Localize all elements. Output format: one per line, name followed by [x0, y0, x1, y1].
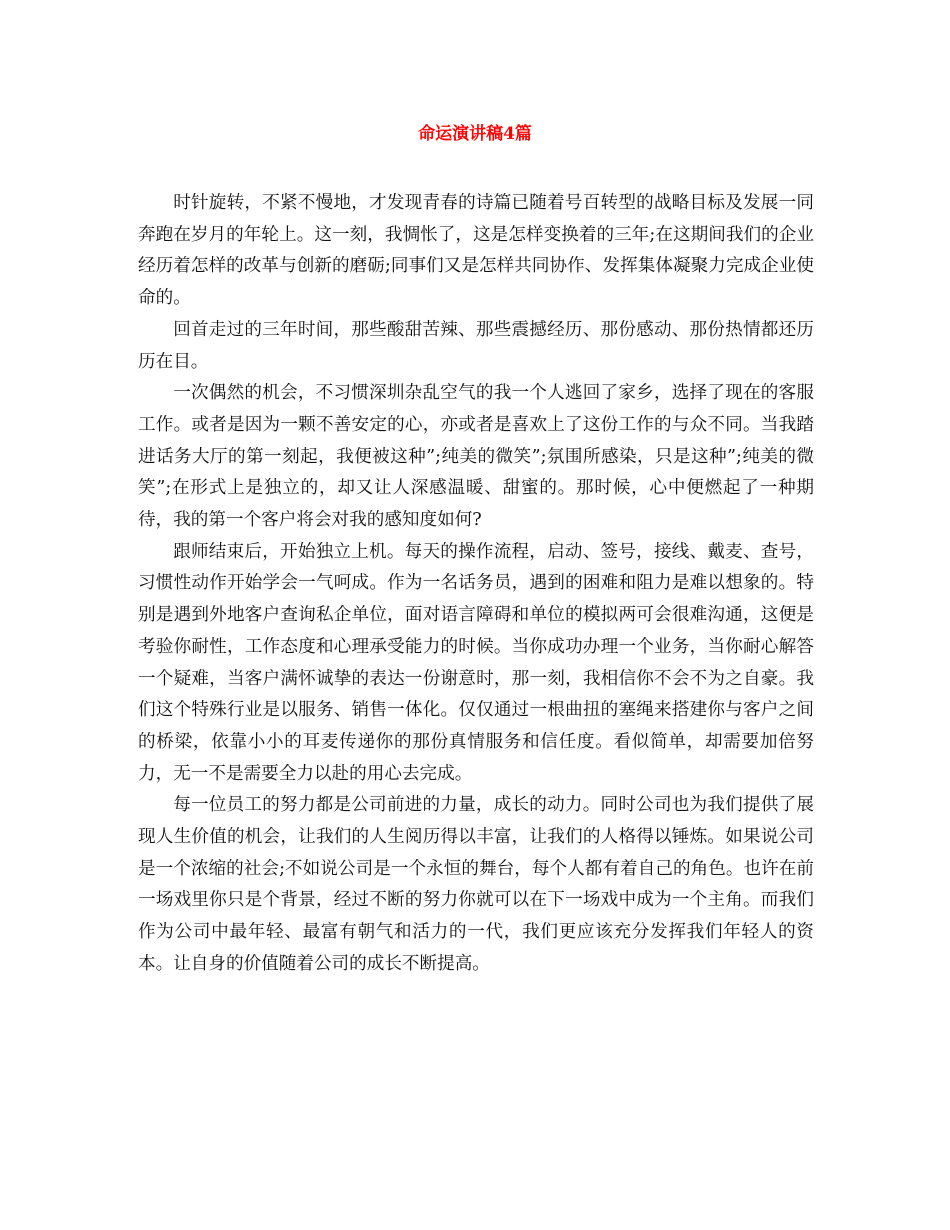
document-body [138, 188, 814, 981]
paragraph: 每一位员工的努力都是公司前进的力量，成长的动力。同时公司也为我们提供了展现人生价值的机会，让我们的人生阅历得以丰富，让我们的人格得以锤炼。如果说公司是一个浓缩的社会;不如说公司是一个永恒的舞台，每个人都有着自己的角色。也许在前一场戏里你只是个背景，经过不断的努力你就可以在下一场戏中成为一个主角。而我们作为公司中最年轻、最富有朝气和活力的一代，我们更应该充分发挥我们年轻人的资本。让自身的价值随着公司的成长不断提高。 [138, 795, 814, 974]
paragraph: 时针旋转，不紧不慢地，才发现青春的诗篇已随着号百转型的战略目标及发展一同奔跑在岁月的年轮上。这一刻，我惆怅了，这是怎样变换着的三年;在这期间我们的企业经历着怎样的改革与创新的磨砺;同事们又是怎样共同协作、发挥集体凝聚力完成企业使命的。 [138, 193, 814, 309]
paragraph: 回首走过的三年时间，那些酸甜苦辣、那些震撼经历、那份感动、那份热情都还历历在目。 [138, 319, 814, 372]
paragraph: 跟师结束后，开始独立上机。每天的操作流程，启动、签号，接线、戴麦、查号，习惯性动作开始学会一气呵成。作为一名话务员，遇到的困难和阻力是难以想象的。特别是遇到外地客户查询私企单位，面对语言障碍和单位的模拟两可会很难沟通，这便是考验你耐性，工作态度和心理承受能力的时候。当你成功办理一个业务，当你耐心解答一个疑难，当客户满怀诚挚的表达一份谢意时，那一刻，我相信你不会不为之自豪。我们这个特殊行业是以服务、销售一体化。仅仅通过一根曲扭的塞绳来搭建你与客户之间的桥梁，依靠小小的耳麦传递你的那份真情服务和信任度。看似简单，却需要加倍努力，无一不是需要全力以赴的用心去完成。 [138, 541, 814, 784]
paragraph: 一次偶然的机会，不习惯深圳杂乱空气的我一个人逃回了家乡，选择了现在的客服工作。或者是因为一颗不善安定的心，亦或者是喜欢上了这份工作的与众不同。当我踏进话务大厅的第一刻起，我便被这种”;纯美的微笑”;氛围所感染，只是这种”;纯美的微笑”;在形式上是独立的，却又让人深感温暖、甜蜜的。那时候，心中便燃起了一种期待，我的第一个客户将会对我的感知度如何? [138, 383, 814, 531]
document-title: 命运演讲稿4篇 [418, 124, 532, 144]
